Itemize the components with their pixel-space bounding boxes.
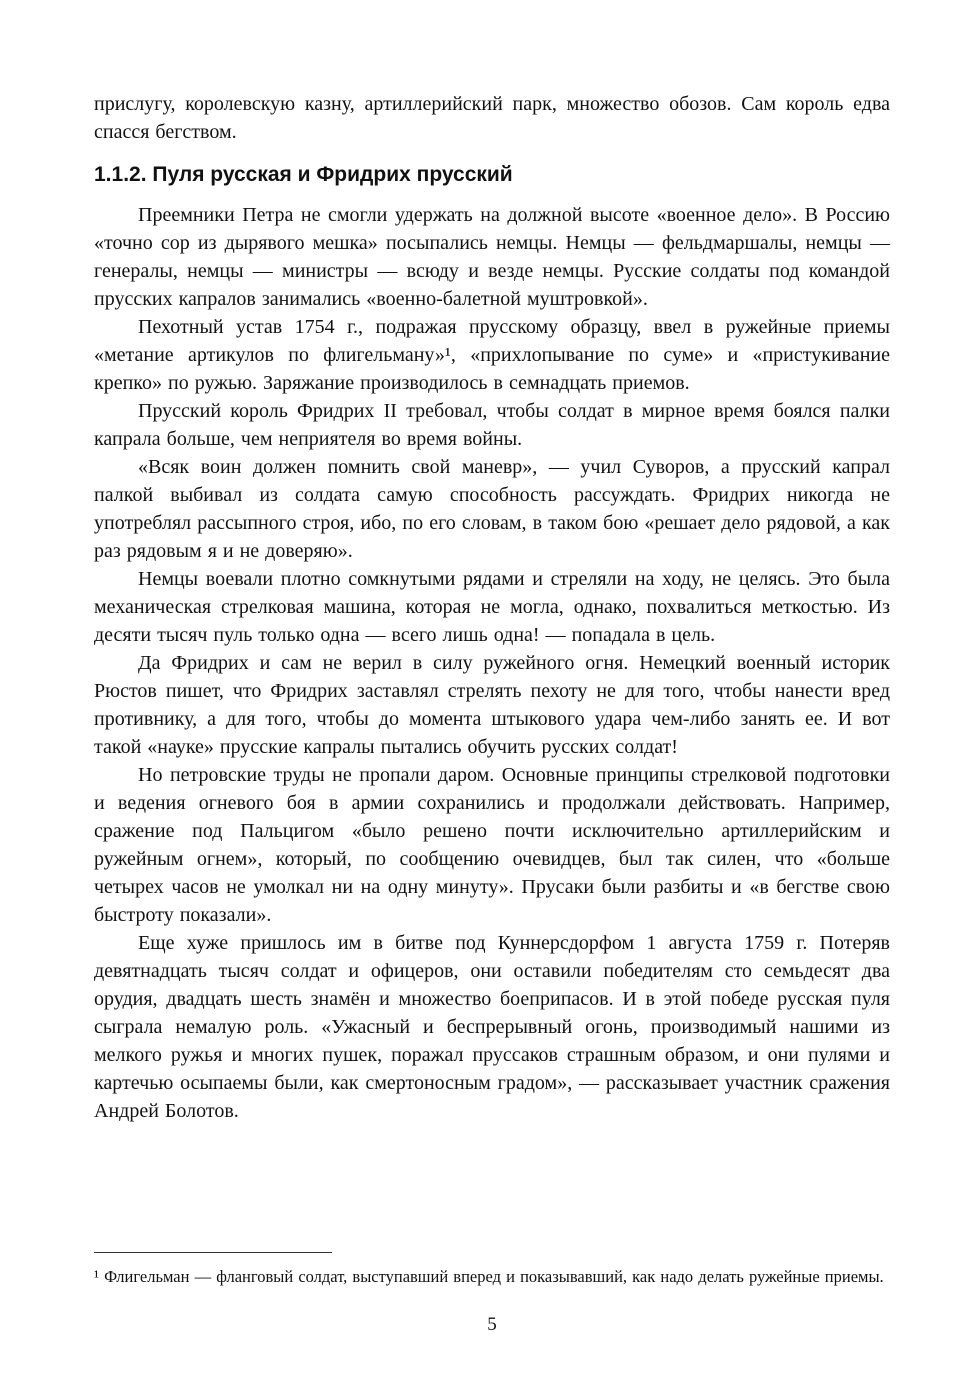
page-body-text — [94, 90, 890, 1125]
page-number: 5 — [487, 1314, 497, 1335]
paragraph: Прусский король Фридрих II требовал, чтобы солдат в мирное время боялся палки капрала больше, чем неприятеля во время войны. — [94, 400, 890, 450]
footnote-divider — [94, 1252, 332, 1253]
section-heading: 1.1.2. Пуля русская и Фридрих прусский — [94, 163, 513, 186]
continuation-paragraph: прислугу, королевскую казну, артиллерийский парк, множество обозов. Сам король едва спасся бегством. — [94, 93, 890, 143]
paragraph: Да Фридрих и сам не верил в силу ружейного огня. Немецкий военный историк Рюстов пишет, что Фридрих заставлял стрелять пехоту не для того, чтобы нанести вред противнику, а для того, чтобы до момента штыкового удара чем-либо занять ее. И вот такой «науке» прусские капралы пытались обучить русских солдат! — [94, 652, 890, 758]
footnote-block — [94, 1252, 890, 1288]
paragraph: Немцы воевали плотно сомкнутыми рядами и стреляли на ходу, не целясь. Это была механическая стрелковая машина, которая не могла, однако, похвалиться меткостью. Из десяти тысяч пуль только одна — всего лишь одна! — попадала в цель. — [94, 568, 890, 646]
whitespace-spacer — [94, 1125, 890, 1252]
footnote: ¹ Флигельман — фланговый солдат, выступавший вперед и показывавший, как надо делать ружейные приемы. — [94, 1267, 884, 1286]
paragraph: Но петровские труды не пропали даром. Основные принципы стрелковой подготовки и ведения огневого боя в армии сохранились и продолжали действовать. Например, сражение под Пальцигом «было решено почти исключительно артиллерийским и ружейным огнем», который, по сообщению очевидцев, был так силен, что «больше четырех часов не умолкал ни на одну минуту». Прусаки были разбиты и «в бегстве свою быстроту показали». — [94, 764, 890, 926]
paragraph: Пехотный устав 1754 г., подражая прусскому образцу, ввел в ружейные приемы «метание артикулов по флигельману»¹, «прихлопывание по суме» и «пристукивание крепко» по ружью. Заряжание производилось в семнадцать приемов. — [94, 316, 890, 394]
paragraph: Преемники Петра не смогли удержать на должной высоте «военное дело». В Россию «точно сор из дырявого мешка» посыпались немцы. Немцы — фельдмаршалы, немцы — генералы, немцы — министры — всюду и везде немцы. Русские солдаты под командой прусских капралов занимались «военно-балетной муштровкой». — [94, 204, 890, 310]
paragraph: Еще хуже пришлось им в битве под Куннерсдорфом 1 августа 1759 г. Потеряв девятнадцать тысяч солдат и офицеров, они оставили победителям сто семьдесят два орудия, двадцать шесть знамён и множество боеприпасов. И в этой победе русская пуля сыграла немалую роль. «Ужасный и беспрерывный огонь, производимый нашими из мелкого ружья и многих пушек, поражал пруссаков страшным образом, и они пулями и картечью осыпаемы были, как смертоносным градом», — рассказывает участник сражения Андрей Болотов. — [94, 932, 890, 1122]
paragraph: «Всяк воин должен помнить свой маневр», — учил Суворов, а прусский капрал палкой выбивал из солдата самую способность рассуждать. Фридрих никогда не употреблял рассыпного строя, ибо, по его словам, в таком бою «решает дело рядовой, а как раз рядовым я и не доверяю». — [94, 456, 890, 562]
